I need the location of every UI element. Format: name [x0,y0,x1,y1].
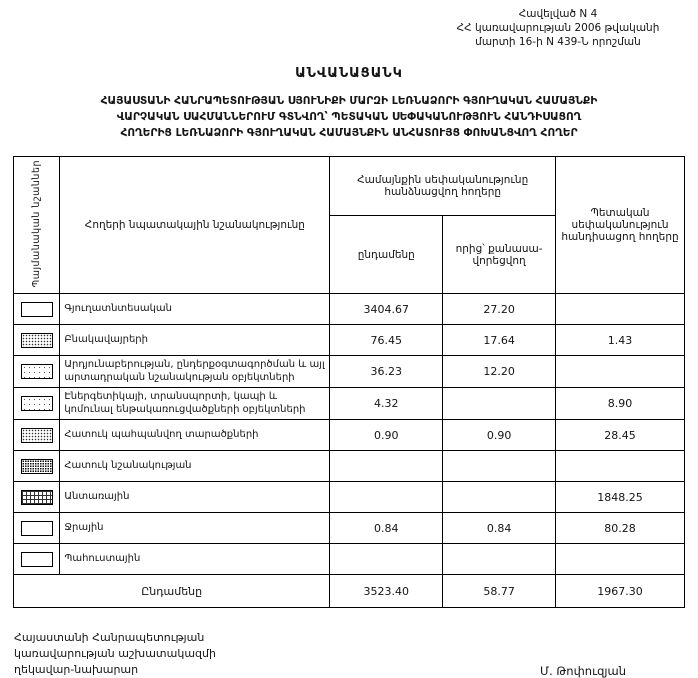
table-row [14,451,685,482]
community-total-value: 0.90 [330,420,443,451]
footer-line: կառավարության աշխատակազմի [14,647,216,661]
state-land-value: 28.45 [556,420,685,451]
total-community-total: 3523.40 [330,575,443,608]
community-total-value: 76.45 [330,325,443,356]
footer-line: ղեկավար-նախարար [14,663,139,677]
community-total-value: 0.84 [330,513,443,544]
legend-swatch-icon [21,333,53,348]
community-total-value: 36.23 [330,356,443,388]
state-land-value: 8.90 [556,388,685,420]
of-which-value [443,544,556,575]
legend-swatch-icon [21,302,53,317]
land-category-label: Գյուղատնտեսական [60,294,330,325]
legend-swatch-icon [21,459,53,474]
header-symbols [14,156,60,293]
land-category-label: Էներգետիկայի, տրանսպորտի, կապի և կոմունալ ենթակառուցվածքների օբյեկտների [60,388,330,420]
legend-swatch-icon [21,552,53,567]
legend-cell [14,482,60,513]
state-land-value: 1.43 [556,325,685,356]
header-symbols-label: Պայմանական նշաններ [31,159,43,288]
table-row [14,544,685,575]
of-which-value [443,388,556,420]
legend-cell [14,451,60,482]
legend-cell [14,325,60,356]
header-of-which: որից՝ քանասավորեցվող [443,216,556,294]
land-category-label: Անտառային [60,482,330,513]
table-row [14,388,685,420]
state-land-value: 1848.25 [556,482,685,513]
annex-reference [428,8,688,50]
state-land-value [556,294,685,325]
total-state: 1967.30 [556,575,685,608]
legend-cell [14,420,60,451]
land-category-label: Հատուկ նշանակության [60,451,330,482]
legend-cell [14,513,60,544]
of-which-value: 12.20 [443,356,556,388]
subtitle-line: ՎԱՐՉԱԿԱՆ ՍԱՀՄԱՆՆԵՐՈՒՄ ԳՏՆՎՈՂ՝ ՊԵՏԱԿԱՆ ՍԵՓԱԿԱՆՈՒԹՅՈՒՆ ՀԱՆԴԻՍԱՑՈՂ [116,110,582,123]
legend-cell [14,388,60,420]
legend-swatch-icon [21,521,53,536]
of-which-value: 17.64 [443,325,556,356]
total-row-label: Ընդամենը [14,575,330,608]
community-total-value [330,451,443,482]
land-category-label: Ջրային [60,513,330,544]
subtitle-line: ՀԱՅԱՍՏԱՆԻ ՀԱՆՐԱՊԵՏՈՒԹՅԱՆ ՍՅՈՒՆԻՔԻ ՄԱՐԶԻ ԼԵՌՆԱՁՈՐԻ ԳՅՈՒՂԱԿԱՆ ՀԱՄԱՅՆՔԻ [100,94,598,107]
legend-swatch-icon [21,364,53,379]
legend-cell [14,356,60,388]
total-of-which: 58.77 [443,575,556,608]
of-which-value: 0.84 [443,513,556,544]
footer-line: Հայաստանի Հանրապետության [14,631,205,645]
table-row [14,325,685,356]
header-purpose: Հողերի նպատակային նշանակությունը [60,156,330,293]
header-state-lands: Պետական սեփականություն հանդիսացող հողերը [556,156,685,293]
legend-cell [14,294,60,325]
document-subtitle [0,93,698,142]
land-category-label: Արդյունաբերության, ընդերքօգտագործման և այլ արտադրական նշանակության օբյեկտների [60,356,330,388]
land-table [13,156,685,608]
signature-name: Մ. Թոփուզյան [540,664,626,678]
table-row [14,356,685,388]
annex-line: Հավելված N 4 [518,8,598,20]
table-row [14,482,685,513]
land-category-label: Հատուկ պահպանվող տարածքների [60,420,330,451]
legend-swatch-icon [21,428,53,443]
annex-line: ՀՀ կառավարության 2006 թվականի [456,21,660,34]
header-total: ընդամենը [330,216,443,294]
legend-cell [14,544,60,575]
legend-swatch-icon [21,490,53,505]
of-which-value: 0.90 [443,420,556,451]
of-which-value: 27.20 [443,294,556,325]
total-row [14,575,685,608]
page-title: ԱՆՎԱՆԱՑԱՆԿ [295,65,403,81]
of-which-value [443,451,556,482]
state-land-value [556,451,685,482]
state-land-value: 80.28 [556,513,685,544]
table-row [14,420,685,451]
state-land-value [556,544,685,575]
land-category-label: Բնակավայրերի [60,325,330,356]
table-row [14,513,685,544]
community-total-value [330,482,443,513]
land-category-label: Պահուստային [60,544,330,575]
footer [14,630,684,678]
footer-office-block [14,630,216,678]
subtitle-line: ՀՈՂԵՐԻՑ ԼԵՌՆԱՁՈՐԻ ԳՅՈՒՂԱԿԱՆ ՀԱՄԱՅՆՔԻՆ ԱՆՀԱՏՈՒՅՑ ՓՈԽԱՆՑՎՈՂ ՀՈՂԵՐ [120,127,578,140]
community-total-value: 4.32 [330,388,443,420]
legend-swatch-icon [21,396,53,411]
state-land-value [556,356,685,388]
table-row [14,294,685,325]
of-which-value [443,482,556,513]
community-total-value: 3404.67 [330,294,443,325]
table-body [14,294,685,575]
annex-line: մարտի 16-ի N 439-Ն որոշման [475,35,641,48]
header-community-group: Համայնքին սեփականությունը հանձնացվող հողերը [330,156,556,216]
community-total-value [330,544,443,575]
